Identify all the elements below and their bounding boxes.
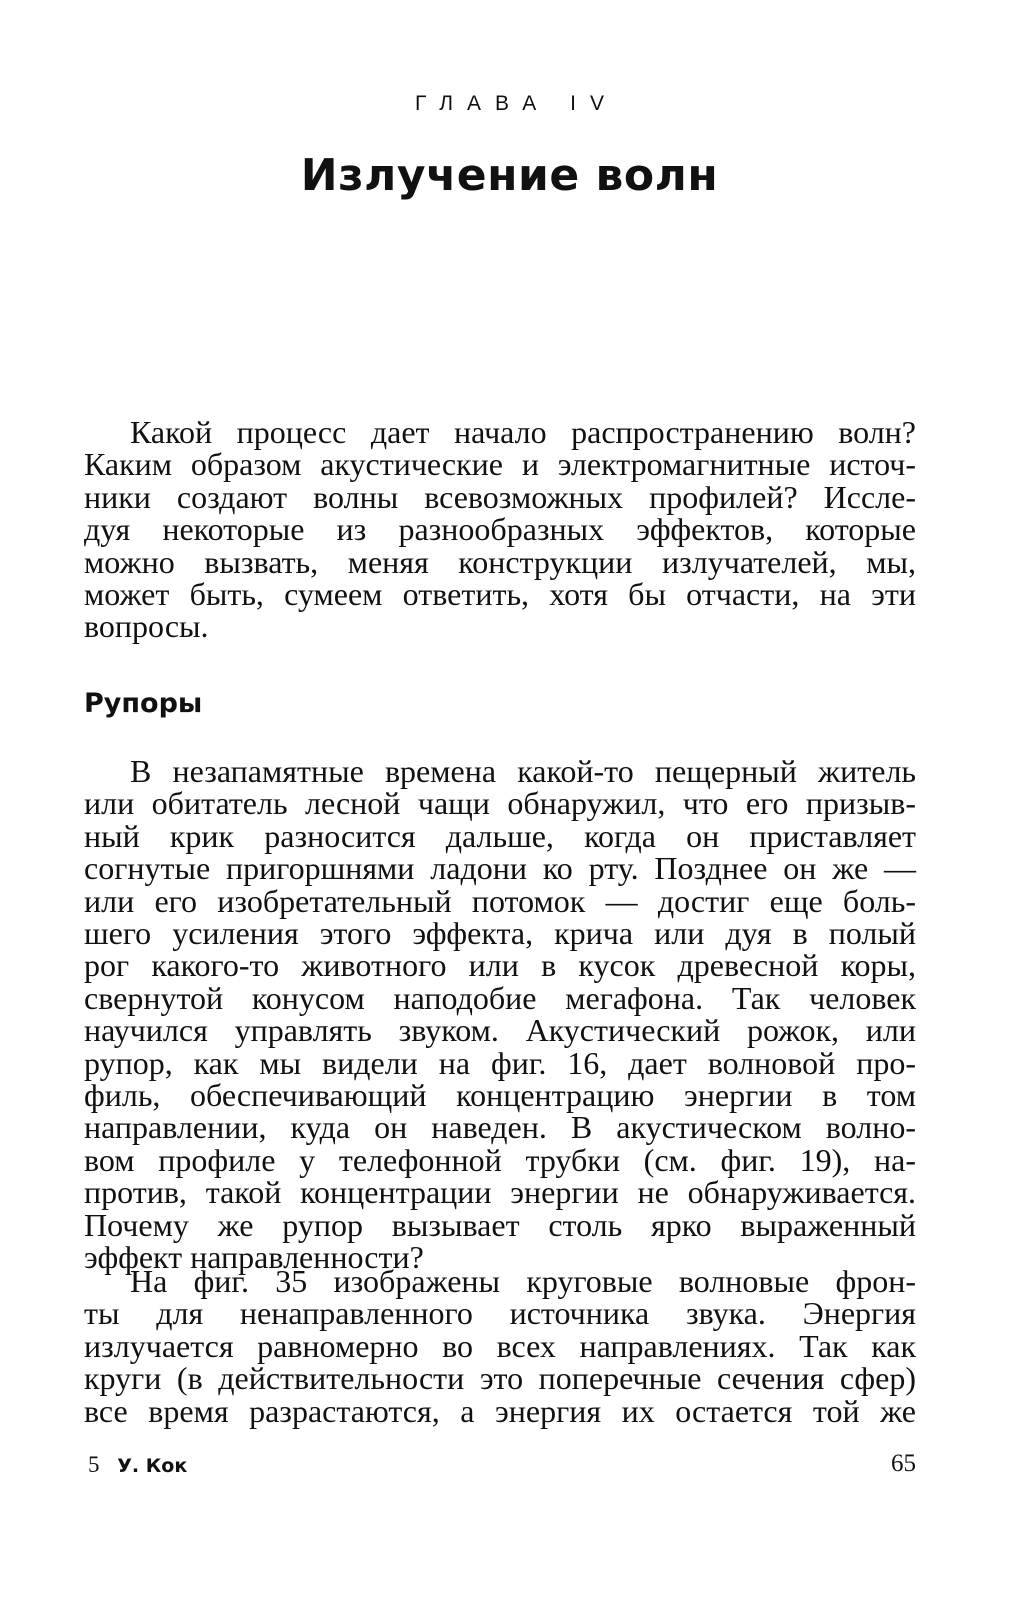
page-number: 65 bbox=[891, 1450, 916, 1477]
text-line: можно вызвать, меняя конструкции излучателей, мы, bbox=[84, 543, 916, 580]
text-line: шего усиления этого эффекта, крича или дуя в полый bbox=[84, 915, 916, 952]
text-line: Почему же рупор вызывает столь ярко выраженный bbox=[84, 1206, 916, 1243]
text-line: или его изобретательный потомок — достиг еще боль- bbox=[84, 882, 916, 919]
signature-author: У. Кок bbox=[117, 1455, 188, 1477]
text-line: ный крик разносится дальше, когда он приставляет bbox=[84, 817, 916, 854]
text-line: против, такой концентрации энергии не обнаруживается. bbox=[84, 1174, 916, 1211]
text-line: или обитатель лесной чащи обнаружил, что его призыв- bbox=[84, 785, 916, 822]
text-line: излучается равномерно во всех направлениях. Так как bbox=[84, 1327, 916, 1364]
text-line: На фиг. 35 изображены круговые волновые фрон- bbox=[130, 1263, 916, 1299]
text-line: ты для ненаправленного источника звука. Энергия bbox=[84, 1295, 916, 1332]
text-line: Какой процесс дает начало распространению волн? bbox=[130, 414, 916, 450]
text-line: согнутые пригоршнями ладони ко рту. Позднее он же — bbox=[84, 850, 916, 887]
text-line: эффект направленности? bbox=[84, 1239, 424, 1276]
chapter-title: Излучение волн bbox=[300, 150, 719, 201]
signature-number: 5 bbox=[88, 1452, 100, 1477]
text-line: В незапамятные времена какой-то пещерный житель bbox=[130, 753, 916, 789]
text-line: филь, обеспечивающий концентрацию энергии в том bbox=[84, 1077, 916, 1114]
text-line: рупор, как мы видели на фиг. 16, дает волновой про- bbox=[84, 1044, 916, 1081]
printer-signature bbox=[88, 1452, 187, 1478]
text-line: круги (в действительности это поперечные сечения сфер) bbox=[84, 1360, 916, 1397]
body-paragraph bbox=[84, 755, 916, 1274]
text-line: научился управлять звуком. Акустический рожок, или bbox=[84, 1012, 916, 1049]
section-heading: Рупоры bbox=[84, 688, 203, 719]
text-line: вом профиле у телефонной трубки (см. фиг. 19), на- bbox=[84, 1141, 916, 1178]
text-line: все время разрастаются, а энергия их остается той же bbox=[84, 1392, 916, 1429]
text-line: дуя некоторые из разнообразных эффектов, которые bbox=[84, 511, 916, 548]
text-line: может быть, сумеем ответить, хотя бы отчасти, на эти bbox=[84, 576, 916, 613]
intro-paragraph bbox=[84, 416, 916, 643]
text-line: вопросы. bbox=[84, 608, 209, 645]
text-line: Каким образом акустические и электромагнитные источ- bbox=[84, 446, 916, 483]
text-line: свернутой конусом наподобие мегафона. Так человек bbox=[84, 979, 916, 1016]
text-line: направлении, куда он наведен. В акустическом волно- bbox=[84, 1109, 916, 1146]
text-line: рог какого-то животного или в кусок древесной коры, bbox=[84, 947, 916, 984]
text-line: ники создают волны всевозможных профилей? Иссле- bbox=[84, 478, 916, 515]
body-paragraph bbox=[84, 1265, 916, 1427]
chapter-label: ГЛАВА IV bbox=[415, 92, 618, 115]
